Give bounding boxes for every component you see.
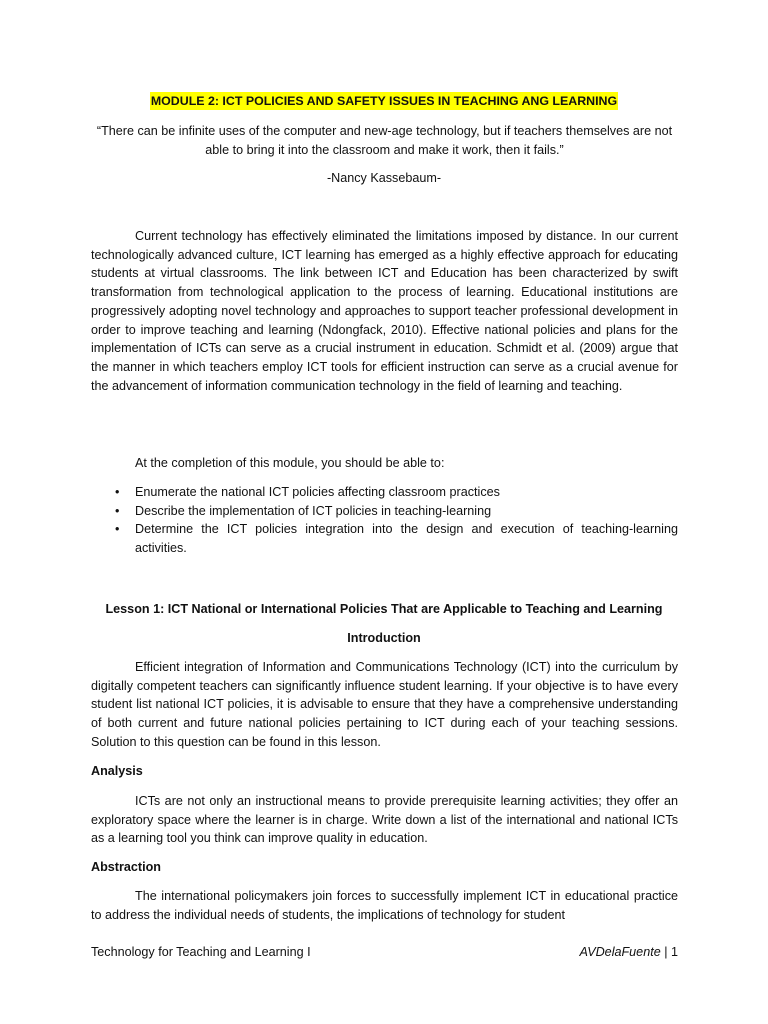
analysis-paragraph: ICTs are not only an instructional means to provide prerequisite learning activities; they offer an exploratory space where the learner is in charge. Write down a list of the international and national ICTs as a learning tool you think can improve quality in education. [91,794,678,846]
module-title: MODULE 2: ICT POLICIES AND SAFETY ISSUES IN TEACHING ANG LEARNING [150,94,618,108]
intro-paragraph: Current technology has effectively eliminated the limitations imposed by distance. In our current technologically advanced culture, ICT learning has emerged as a highly effective approach for educating students at virtual classrooms. The link between ICT and Education has been characterized by swift transformation from technological application to the process of learning. Educational institutions are progressively adopting novel technology and approaches to support teacher professional development in order to improve teaching and learning (Ndongfack, 2010). Effective national policies and plans for the implementation of ICTs can serve as a crucial instrument in education. Schmidt et al. (2009) argue that the manner in which teachers employ ICT tools for efficient instruction can serve as a crucial avenue for the advancement of information communication technology in the field of learning and teaching. [91,229,678,393]
introduction-heading: Introduction [347,631,421,645]
bullet-icon: • [115,522,120,537]
footer-course-title: Technology for Teaching and Learning I [91,945,311,959]
introduction-paragraph: Efficient integration of Information and Communications Technology (ICT) into the curriculum by digitally competent teachers can significantly influence student learning. If your objective is to have every student list national ICT policies, it is advisable to ensure that they have a comprehensive understanding of both current and future national policies pertaining to ICT during each of your teaching sessions. Solution to this question can be found in this lesson. [91,660,678,749]
list-item [91,483,678,502]
bullet-icon: • [115,485,120,499]
abstraction-paragraph: The international policymakers join forces to successfully implement ICT in educational practice to address the individual needs of students, the implications of technology for student [91,889,678,922]
bullet-icon: • [115,503,120,518]
abstraction-heading: Abstraction [91,860,161,874]
footer-separator: | [660,945,671,959]
list-item [91,520,678,557]
list-item [91,502,678,521]
objective-text: Describe the implementation of ICT policies in teaching-learning [135,503,492,518]
page-number: 1 [670,945,678,959]
lesson-title: Lesson 1: ICT National or International Policies That are Applicable to Teaching and Learning [105,602,663,616]
footer-page-info [579,943,678,962]
analysis-heading: Analysis [91,764,143,778]
module-title-wrap [0,92,768,111]
opening-quote: “There can be infinite uses of the computer and new-age technology, but if teachers themselves are not able to bring it into the classroom and make it work, then it fails.” [96,124,673,157]
objective-text: Enumerate the national ICT policies affecting classroom practices [135,485,500,499]
footer-author: AVDelaFuente [579,945,661,959]
objectives-intro: At the completion of this module, you should be able to: [135,456,445,470]
objectives-list [91,483,678,558]
quote-author: -Nancy Kassebaum- [326,171,442,185]
objective-text: Determine the ICT policies integration into the design and execution of teaching-learning activities. [135,522,678,556]
